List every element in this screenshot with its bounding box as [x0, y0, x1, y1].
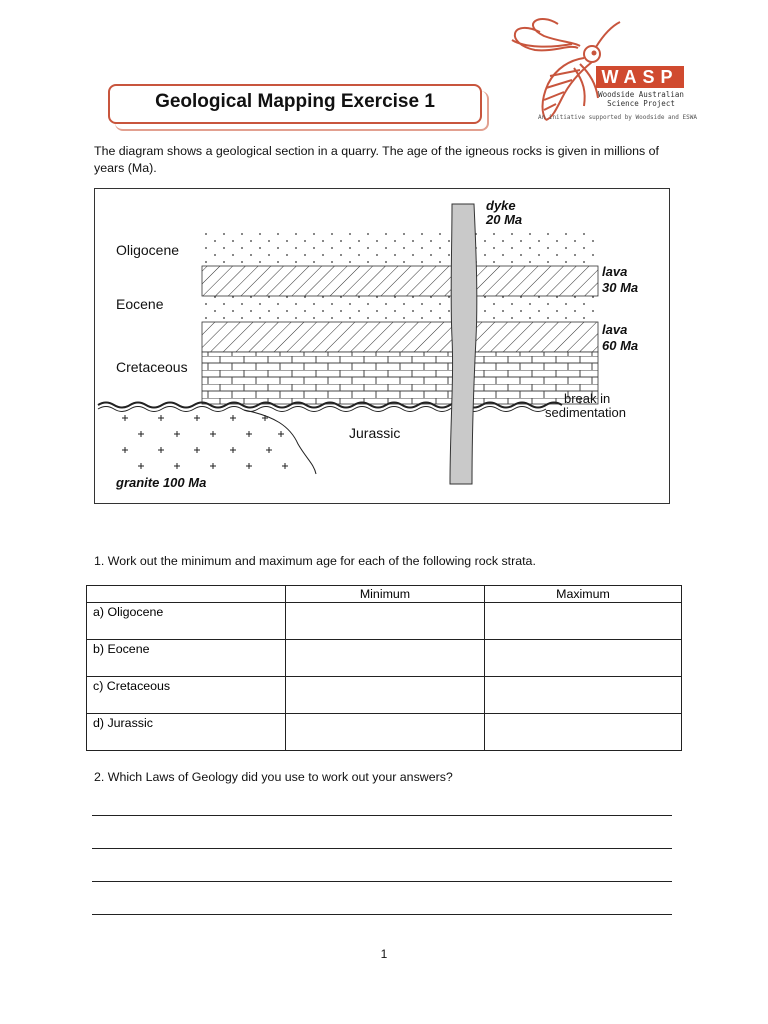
geological-section-diagram	[94, 188, 670, 504]
answer-line-4[interactable]	[92, 914, 672, 915]
maximum-cell[interactable]	[485, 640, 682, 677]
table-header-maximum: Maximum	[485, 586, 682, 603]
minimum-cell[interactable]	[286, 714, 485, 751]
logo-wordmark: WASP	[596, 66, 684, 88]
dyke-intrusion	[450, 204, 477, 484]
question-2-text: 2. Which Laws of Geology did you use to work out your answers?	[94, 770, 453, 784]
minimum-cell[interactable]	[286, 677, 485, 714]
label-break-line2: sedimentation	[545, 405, 626, 420]
row-label: d) Jurassic	[87, 714, 286, 751]
logo-name-line2: Science Project	[607, 99, 675, 108]
label-lava-60-age: 60 Ma	[602, 338, 639, 353]
strata-age-table	[86, 585, 682, 751]
table-row	[87, 603, 682, 640]
answer-line-3[interactable]	[92, 881, 672, 882]
lava-30-layer	[202, 266, 598, 296]
logo-tagline: An initiative supported by Woodside and ESWA	[538, 114, 697, 121]
label-dyke-age: 20 Ma	[486, 212, 523, 227]
oligocene-layer	[202, 232, 598, 266]
table-header-blank	[87, 586, 286, 603]
lava-60-layer	[202, 322, 598, 352]
table-row	[87, 640, 682, 677]
table-header-minimum: Minimum	[286, 586, 485, 603]
maximum-cell[interactable]	[485, 603, 682, 640]
intro-text: The diagram shows a geological section in a quarry. The age of the igneous rocks is given in millions of years (Ma).	[94, 144, 659, 175]
label-lava-60: lava	[602, 322, 628, 337]
minimum-cell[interactable]	[286, 603, 485, 640]
answer-line-1[interactable]	[92, 815, 672, 816]
label-dyke: dyke	[486, 198, 516, 213]
answer-line-2[interactable]	[92, 848, 672, 849]
page-title: Geological Mapping Exercise 1	[155, 91, 435, 112]
row-label: b) Eocene	[87, 640, 286, 677]
eocene-layer	[202, 296, 598, 322]
table-header-row	[87, 586, 682, 603]
label-eocene: Eocene	[116, 296, 164, 312]
table-row	[87, 714, 682, 751]
question-1-text: 1. Work out the minimum and maximum age for each of the following rock strata.	[94, 554, 536, 568]
page-number: 1	[380, 947, 388, 961]
cretaceous-layer	[202, 352, 598, 404]
row-label: a) Oligocene	[87, 603, 286, 640]
label-cretaceous: Cretaceous	[116, 359, 188, 375]
minimum-cell[interactable]	[286, 640, 485, 677]
row-label: c) Cretaceous	[87, 677, 286, 714]
label-jurassic: Jurassic	[349, 425, 401, 441]
label-granite: granite 100 Ma	[116, 475, 207, 490]
maximum-cell[interactable]	[485, 677, 682, 714]
label-oligocene: Oligocene	[116, 242, 180, 258]
label-lava-30-age: 30 Ma	[602, 280, 639, 295]
logo-name-line1: Woodside Australian	[598, 90, 684, 99]
logo-organisation-name	[588, 90, 694, 108]
maximum-cell[interactable]	[485, 714, 682, 751]
label-break-line1: break in	[564, 391, 611, 406]
table-row	[87, 677, 682, 714]
label-lava-30: lava	[602, 264, 628, 279]
